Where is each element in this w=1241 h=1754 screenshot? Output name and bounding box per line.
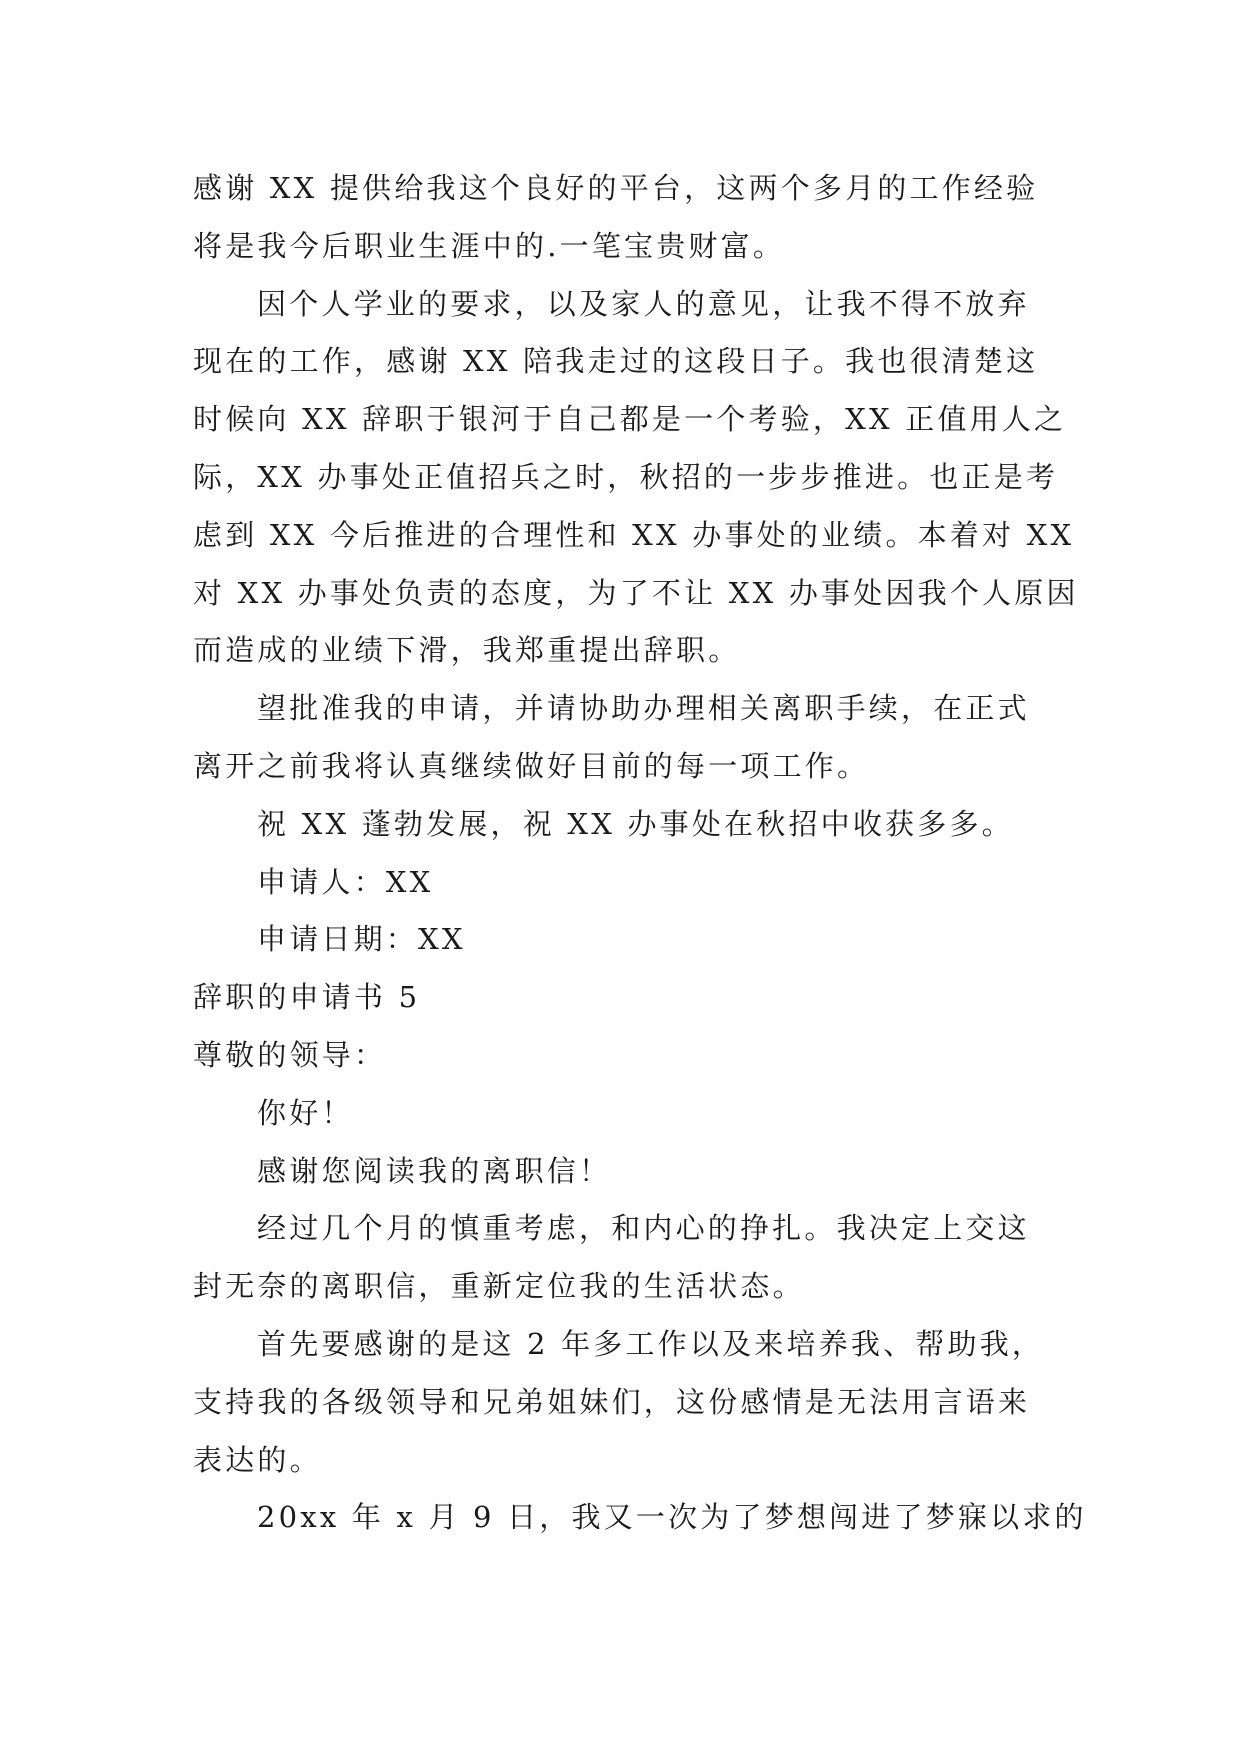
text-line: 20xx 年 x 月 9 日，我又一次为了梦想闯进了梦寐以求的 xyxy=(257,1500,1087,1535)
text-line: 时候向 XX 辞职于银河于自己都是一个考验，XX 正值用人之 xyxy=(193,402,1067,437)
text-line: 感谢 XX 提供给我这个良好的平台，这两个多月的工作经验 xyxy=(193,171,1039,205)
salutation: 尊敬的领导： xyxy=(193,1037,387,1072)
text-line: 而造成的业绩下滑，我郑重提出辞职。 xyxy=(193,633,741,668)
text-line: 离开之前我将认真继续做好目前的每一项工作。 xyxy=(193,748,870,783)
text-line: 感谢您阅读我的离职信！ xyxy=(257,1153,612,1188)
text-line: 对 XX 办事处负责的态度，为了不让 XX 办事处因我个人原因 xyxy=(193,575,1079,610)
text-line: 表达的。 xyxy=(193,1442,322,1477)
text-line: 祝 XX 蓬勃发展，祝 XX 办事处在秋招中收获多多。 xyxy=(257,806,1014,841)
text-line: 际，XX 办事处正值招兵之时，秋招的一步步推进。也正是考 xyxy=(193,459,1059,494)
text-line: 因个人学业的要求，以及家人的意见，让我不得不放弃 xyxy=(257,286,1030,321)
section-heading: 辞职的申请书 5 xyxy=(193,980,421,1015)
text-line: 首先要感谢的是这 2 年多工作以及来培养我、帮助我， xyxy=(257,1326,1045,1361)
document-body xyxy=(193,160,1087,1547)
application-date-line: 申请日期：XX xyxy=(257,922,466,957)
text-line: 将是我今后职业生涯中的.一笔宝贵财富。 xyxy=(193,228,786,263)
text-line: 经过几个月的慎重考虑，和内心的挣扎。我决定上交这 xyxy=(257,1211,1030,1246)
text-line: 支持我的各级领导和兄弟姐妹们，这份感情是无法用言语来 xyxy=(193,1384,1031,1419)
text-line: 望批准我的申请，并请协助办理相关离职手续，在正式 xyxy=(257,691,1030,726)
text-line: 现在的工作，感谢 XX 陪我走过的这段日子。我也很清楚这 xyxy=(193,344,1039,379)
text-line: 封无奈的离职信，重新定位我的生活状态。 xyxy=(193,1269,805,1304)
greeting: 你好！ xyxy=(257,1095,354,1130)
text-line: 虑到 XX 今后推进的合理性和 XX 办事处的业绩。本着对 XX xyxy=(193,517,1075,552)
applicant-line: 申请人：XX xyxy=(257,864,434,899)
